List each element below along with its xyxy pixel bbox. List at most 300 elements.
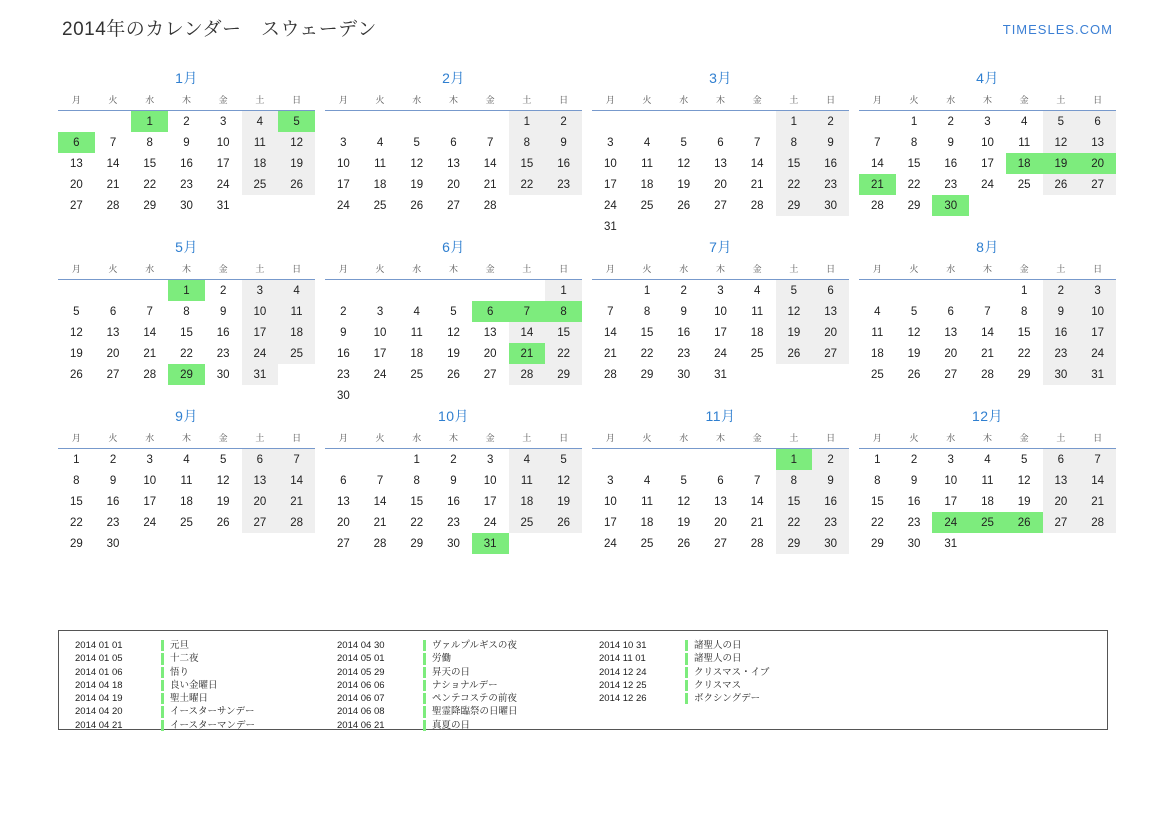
day-cell: 14 xyxy=(1079,470,1116,491)
weekday-header: 火 xyxy=(629,259,666,280)
legend-color-swatch xyxy=(161,720,164,731)
empty-day-cell xyxy=(1006,533,1043,554)
legend-color-swatch xyxy=(423,680,426,691)
legend-color-swatch xyxy=(423,667,426,678)
week-row xyxy=(58,449,315,471)
day-cell: 16 xyxy=(216,326,230,339)
day-cell: 17 xyxy=(483,495,497,508)
month-name: 2月 xyxy=(442,70,465,86)
day-cell: 8 xyxy=(910,136,918,149)
month-table xyxy=(859,428,1116,554)
day-cell: 19 xyxy=(907,347,921,360)
day-cell: 10 xyxy=(603,495,617,508)
legend-date: 2014 12 24 xyxy=(599,666,647,678)
day-cell: 23 xyxy=(1043,343,1080,364)
day-cell: 11 xyxy=(180,474,193,487)
legend-date: 2014 01 06 xyxy=(75,666,123,678)
month-table xyxy=(592,90,849,237)
day-cell: 28 xyxy=(373,537,387,550)
empty-day-cell xyxy=(398,385,435,406)
day-cell: 31 xyxy=(714,368,727,381)
legend-item xyxy=(337,719,583,732)
day-cell: 8 xyxy=(776,470,813,491)
day-cell: 7 xyxy=(753,136,761,149)
empty-day-cell xyxy=(435,385,472,406)
day-cell: 27 xyxy=(336,537,350,550)
day-cell: 16 xyxy=(447,495,460,508)
day-cell: 15 xyxy=(69,495,83,508)
day-cell: 18 xyxy=(750,326,764,339)
day-cell: 10 xyxy=(143,474,157,487)
day-cell: 9 xyxy=(219,305,227,318)
month-table xyxy=(859,259,1116,385)
legend-color-swatch xyxy=(161,640,164,651)
day-cell: 6 xyxy=(242,449,279,471)
day-cell: 17 xyxy=(944,495,958,508)
day-cell: 7 xyxy=(874,136,881,149)
legend-color-swatch xyxy=(685,640,688,651)
legend-item xyxy=(599,666,845,679)
day-cell: 17 xyxy=(603,178,617,191)
day-cell: 4 xyxy=(753,284,761,297)
day-cell: 19 xyxy=(410,178,424,191)
legend-holiday-name: 諸聖人の日 xyxy=(694,640,742,651)
day-cell: 15 xyxy=(870,495,884,508)
weekday-header: 土 xyxy=(242,90,279,111)
month-table xyxy=(58,428,315,554)
day-cell: 10 xyxy=(714,305,727,318)
day-cell: 16 xyxy=(180,157,193,170)
month-name: 9月 xyxy=(175,408,198,424)
day-cell: 4 xyxy=(643,136,651,149)
weekday-header: 金 xyxy=(205,259,242,280)
day-cell: 2 xyxy=(183,115,190,128)
week-row xyxy=(592,153,849,174)
day-cell: 10 xyxy=(242,301,279,322)
legend-date: 2014 06 08 xyxy=(337,706,385,718)
month-block xyxy=(58,406,315,554)
legend-holiday-name: 悟り xyxy=(170,666,190,678)
week-row xyxy=(325,385,582,406)
day-cell: 22 xyxy=(1017,347,1031,360)
day-cell: 8 xyxy=(73,474,80,487)
month-name: 3月 xyxy=(709,70,732,86)
week-row xyxy=(325,491,582,512)
holiday-day-cell: 24 xyxy=(932,512,969,533)
week-row xyxy=(58,343,315,364)
day-cell: 18 xyxy=(373,178,387,191)
weekday-header: 火 xyxy=(896,428,933,449)
legend-holiday-name: イースターマンデー xyxy=(170,719,256,731)
day-cell: 17 xyxy=(336,178,350,191)
month-table xyxy=(325,428,582,554)
weekday-header: 日 xyxy=(545,90,582,111)
month-block xyxy=(592,68,849,237)
empty-day-cell xyxy=(58,280,95,302)
week-row xyxy=(325,111,582,133)
holiday-day-cell: 1 xyxy=(776,449,813,471)
empty-day-cell xyxy=(739,449,776,471)
month-name: 1月 xyxy=(175,70,198,86)
day-cell: 3 xyxy=(219,115,227,128)
day-cell: 21 xyxy=(981,347,994,360)
day-cell: 23 xyxy=(944,178,958,191)
day-cell: 13 xyxy=(944,326,958,339)
day-cell: 4 xyxy=(242,111,279,133)
weekday-header: 木 xyxy=(969,259,1006,280)
week-row xyxy=(58,533,315,554)
day-cell: 31 xyxy=(216,199,230,212)
day-cell: 14 xyxy=(509,322,546,343)
week-row xyxy=(58,132,315,153)
weekday-header: 月 xyxy=(592,428,629,449)
weekday-header: 水 xyxy=(131,428,168,449)
empty-day-cell xyxy=(859,111,896,133)
weekday-header: 火 xyxy=(629,90,666,111)
day-cell: 15 xyxy=(410,495,424,508)
weekday-header: 木 xyxy=(702,259,739,280)
day-cell: 22 xyxy=(509,174,546,195)
week-row xyxy=(592,491,849,512)
legend-item xyxy=(337,705,583,718)
day-cell: 1 xyxy=(413,453,420,466)
holiday-day-cell: 5 xyxy=(278,111,315,133)
legend-color-swatch xyxy=(161,706,164,717)
day-cell: 17 xyxy=(143,495,157,508)
week-row xyxy=(859,111,1116,133)
day-cell: 27 xyxy=(1043,512,1080,533)
day-cell: 27 xyxy=(944,368,958,381)
week-row xyxy=(859,301,1116,322)
legend-item xyxy=(75,679,321,692)
legend-date: 2014 06 07 xyxy=(337,693,385,705)
weekday-header: 日 xyxy=(812,90,849,111)
week-row xyxy=(592,322,849,343)
month-block xyxy=(58,68,315,237)
legend-date: 2014 05 29 xyxy=(337,666,385,678)
day-cell: 24 xyxy=(714,347,727,360)
weekday-header: 土 xyxy=(776,259,813,280)
weekday-header: 木 xyxy=(168,428,205,449)
day-cell: 23 xyxy=(106,516,120,529)
day-cell: 11 xyxy=(871,326,884,339)
day-cell: 9 xyxy=(812,470,849,491)
day-cell: 18 xyxy=(242,153,279,174)
weekday-header-row xyxy=(325,428,582,449)
day-cell: 1 xyxy=(874,453,881,466)
week-row xyxy=(859,364,1116,385)
day-cell: 14 xyxy=(750,157,764,170)
week-row xyxy=(325,322,582,343)
empty-day-cell xyxy=(398,111,435,133)
day-cell: 4 xyxy=(1020,115,1028,128)
day-cell: 27 xyxy=(1079,174,1116,195)
day-cell: 27 xyxy=(106,368,120,381)
legend-date: 2014 04 21 xyxy=(75,719,123,731)
day-cell: 9 xyxy=(183,136,190,149)
day-cell: 2 xyxy=(450,453,457,466)
weekday-header: 金 xyxy=(472,428,509,449)
day-cell: 20 xyxy=(1043,491,1080,512)
day-cell: 9 xyxy=(450,474,457,487)
day-cell: 9 xyxy=(910,474,918,487)
holiday-day-cell: 7 xyxy=(509,301,546,322)
day-cell: 8 xyxy=(413,474,420,487)
day-cell: 3 xyxy=(984,115,991,128)
weekday-header: 水 xyxy=(932,259,969,280)
weekday-header: 金 xyxy=(739,90,776,111)
holiday-day-cell: 25 xyxy=(969,512,1006,533)
empty-day-cell xyxy=(509,533,546,554)
month-table xyxy=(58,90,315,216)
day-cell: 26 xyxy=(216,516,230,529)
weekday-header: 火 xyxy=(896,90,933,111)
legend-color-swatch xyxy=(423,693,426,704)
weekday-header-row xyxy=(592,259,849,280)
day-cell: 24 xyxy=(483,516,497,529)
weekday-header: 水 xyxy=(131,90,168,111)
day-cell: 16 xyxy=(907,495,921,508)
day-cell: 23 xyxy=(812,174,849,195)
legend-holiday-name: 元旦 xyxy=(170,640,190,651)
day-cell: 12 xyxy=(1017,474,1031,487)
legend-color-swatch xyxy=(423,640,426,651)
empty-day-cell xyxy=(1043,533,1080,554)
day-cell: 29 xyxy=(1017,368,1031,381)
day-cell: 3 xyxy=(947,453,954,466)
weekday-header: 日 xyxy=(1079,90,1116,111)
weekday-header-row xyxy=(325,90,582,111)
day-cell: 3 xyxy=(1079,280,1116,302)
day-cell: 13 xyxy=(242,470,279,491)
day-cell: 30 xyxy=(907,537,921,550)
legend-column xyxy=(845,639,1107,732)
day-cell: 2 xyxy=(680,284,687,297)
day-cell: 19 xyxy=(677,516,691,529)
empty-day-cell xyxy=(665,216,702,237)
legend-date: 2014 01 01 xyxy=(75,640,123,651)
day-cell: 28 xyxy=(483,199,497,212)
day-cell: 16 xyxy=(812,491,849,512)
day-cell: 26 xyxy=(545,512,582,533)
day-cell: 18 xyxy=(180,495,193,508)
month-block xyxy=(859,68,1116,237)
legend-item xyxy=(75,692,321,705)
day-cell: 7 xyxy=(1079,449,1116,471)
legend-item xyxy=(599,679,845,692)
empty-day-cell xyxy=(398,280,435,302)
legend-item xyxy=(337,666,583,679)
day-cell: 4 xyxy=(984,453,991,466)
week-row xyxy=(325,280,582,302)
empty-day-cell xyxy=(702,216,739,237)
day-cell: 28 xyxy=(750,537,764,550)
day-cell: 21 xyxy=(278,491,315,512)
day-cell: 10 xyxy=(603,157,617,170)
weekday-header: 日 xyxy=(278,90,315,111)
empty-day-cell xyxy=(278,195,315,216)
legend-date: 2014 11 01 xyxy=(599,653,646,665)
day-cell: 7 xyxy=(109,136,117,149)
empty-day-cell xyxy=(776,364,813,385)
legend-item xyxy=(599,639,845,652)
week-row xyxy=(58,301,315,322)
day-cell: 15 xyxy=(640,326,654,339)
empty-day-cell xyxy=(739,111,776,133)
weekday-header: 土 xyxy=(509,90,546,111)
legend-holiday-name: ヴァルプルギスの夜 xyxy=(432,640,517,651)
day-cell: 19 xyxy=(69,347,83,360)
legend-holiday-name: クリスマス xyxy=(694,679,742,691)
day-cell: 25 xyxy=(509,512,546,533)
month-block xyxy=(325,68,582,237)
empty-day-cell xyxy=(131,533,168,554)
weekday-header: 水 xyxy=(665,90,702,111)
day-cell: 18 xyxy=(410,347,424,360)
empty-day-cell xyxy=(739,364,776,385)
week-row xyxy=(859,449,1116,471)
empty-day-cell xyxy=(362,111,399,133)
day-cell: 22 xyxy=(545,343,582,364)
day-cell: 8 xyxy=(874,474,881,487)
day-cell: 5 xyxy=(1020,453,1028,466)
week-row xyxy=(592,132,849,153)
day-cell: 25 xyxy=(640,199,654,212)
month-name: 7月 xyxy=(709,239,732,255)
day-cell: 30 xyxy=(1043,364,1080,385)
legend-item xyxy=(337,679,583,692)
day-cell: 15 xyxy=(907,157,921,170)
day-cell: 17 xyxy=(981,157,994,170)
weekday-header: 月 xyxy=(325,428,362,449)
holiday-day-cell: 21 xyxy=(509,343,546,364)
day-cell: 29 xyxy=(69,537,83,550)
day-cell: 12 xyxy=(545,470,582,491)
weekday-header: 火 xyxy=(362,259,399,280)
week-row xyxy=(325,449,582,471)
day-cell: 30 xyxy=(677,368,691,381)
legend-date: 2014 04 18 xyxy=(75,679,123,691)
empty-day-cell xyxy=(629,449,666,471)
day-cell: 11 xyxy=(410,326,423,339)
day-cell: 23 xyxy=(907,516,921,529)
day-cell: 3 xyxy=(376,305,384,318)
day-cell: 12 xyxy=(447,326,460,339)
empty-day-cell xyxy=(278,364,315,385)
weekday-header: 日 xyxy=(1079,259,1116,280)
weekday-header: 金 xyxy=(1006,90,1043,111)
empty-day-cell xyxy=(509,280,546,302)
month-name: 4月 xyxy=(976,70,999,86)
legend-color-swatch xyxy=(161,653,164,664)
day-cell: 21 xyxy=(373,516,387,529)
weekday-header-row xyxy=(58,259,315,280)
legend-item xyxy=(75,705,321,718)
day-cell: 25 xyxy=(410,368,424,381)
empty-day-cell xyxy=(325,280,362,302)
weekday-header-row xyxy=(859,259,1116,280)
weekday-header: 水 xyxy=(932,90,969,111)
month-name: 5月 xyxy=(175,239,198,255)
month-table xyxy=(325,259,582,406)
day-cell: 12 xyxy=(278,132,315,153)
weekday-header: 水 xyxy=(398,90,435,111)
weekday-header: 水 xyxy=(665,259,702,280)
week-row xyxy=(325,364,582,385)
day-cell: 9 xyxy=(812,132,849,153)
day-cell: 28 xyxy=(1079,512,1116,533)
weekday-header: 火 xyxy=(362,428,399,449)
day-cell: 26 xyxy=(447,368,460,381)
weekday-header-row xyxy=(592,90,849,111)
day-cell: 15 xyxy=(509,153,546,174)
week-row xyxy=(58,322,315,343)
day-cell: 28 xyxy=(750,199,764,212)
day-cell: 26 xyxy=(776,343,813,364)
day-cell: 3 xyxy=(486,453,494,466)
day-cell: 20 xyxy=(336,516,350,529)
day-cell: 29 xyxy=(640,368,654,381)
week-row xyxy=(592,343,849,364)
day-cell: 25 xyxy=(870,368,884,381)
legend-color-swatch xyxy=(685,693,688,704)
day-cell: 9 xyxy=(680,305,687,318)
legend-item xyxy=(599,652,845,665)
day-cell: 13 xyxy=(1043,470,1080,491)
day-cell: 16 xyxy=(106,495,120,508)
holiday-day-cell: 8 xyxy=(545,301,582,322)
week-row xyxy=(592,174,849,195)
weekday-header: 火 xyxy=(95,428,132,449)
day-cell: 7 xyxy=(607,305,614,318)
day-cell: 7 xyxy=(984,305,991,318)
day-cell: 29 xyxy=(545,364,582,385)
weekday-header: 水 xyxy=(932,428,969,449)
day-cell: 23 xyxy=(812,512,849,533)
empty-day-cell xyxy=(131,280,168,302)
empty-day-cell xyxy=(812,216,849,237)
weekday-header: 金 xyxy=(739,259,776,280)
week-row xyxy=(859,280,1116,302)
day-cell: 4 xyxy=(278,280,315,302)
legend-holiday-name: 諸聖人の日 xyxy=(694,653,742,665)
day-cell: 17 xyxy=(1079,322,1116,343)
day-cell: 1 xyxy=(509,111,546,133)
empty-day-cell xyxy=(362,385,399,406)
weekday-header: 火 xyxy=(629,428,666,449)
day-cell: 16 xyxy=(1043,322,1080,343)
week-row xyxy=(325,512,582,533)
legend-date: 2014 06 06 xyxy=(337,679,385,691)
day-cell: 19 xyxy=(447,347,460,360)
empty-day-cell xyxy=(545,195,582,216)
day-cell: 23 xyxy=(336,368,350,381)
weekday-header: 木 xyxy=(168,259,205,280)
day-cell: 30 xyxy=(812,533,849,554)
day-cell: 27 xyxy=(447,199,460,212)
empty-day-cell xyxy=(325,111,362,133)
day-cell: 14 xyxy=(603,326,617,339)
day-cell: 27 xyxy=(483,368,497,381)
day-cell: 2 xyxy=(947,115,954,128)
empty-day-cell xyxy=(969,533,1006,554)
day-cell: 19 xyxy=(776,322,813,343)
day-cell: 13 xyxy=(483,326,497,339)
week-row xyxy=(859,132,1116,153)
legend-item xyxy=(599,692,845,705)
page-header xyxy=(62,18,1113,48)
day-cell: 3 xyxy=(340,136,347,149)
